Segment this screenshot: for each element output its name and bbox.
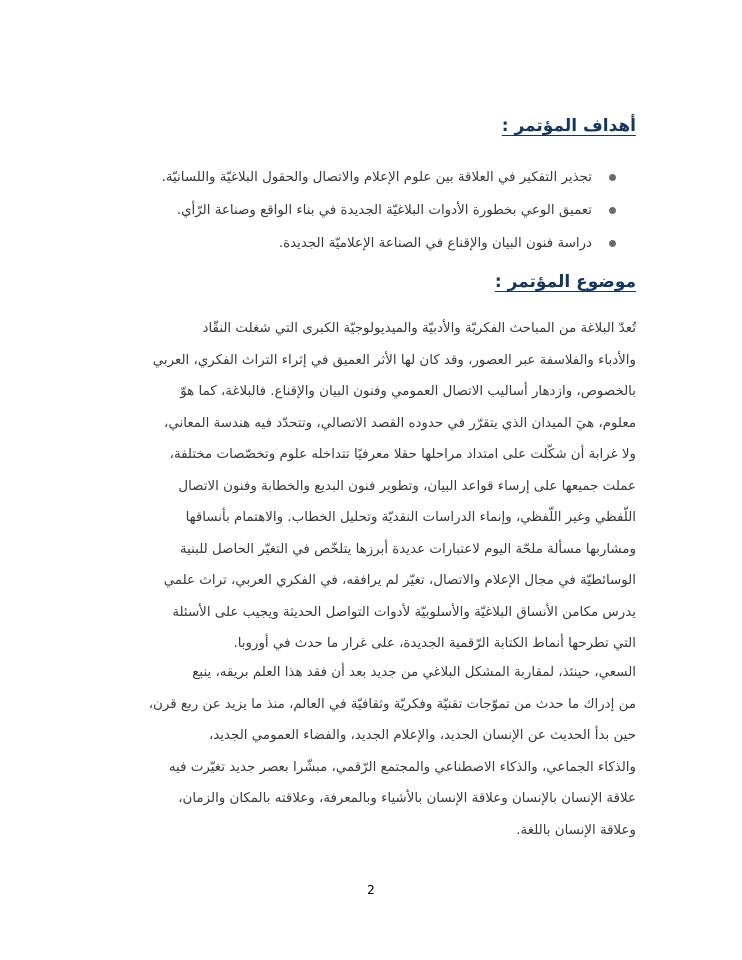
goals-list: [110, 161, 620, 260]
bullet-icon: [609, 240, 616, 247]
goals-heading: أهداف المؤتمر :: [501, 116, 636, 136]
list-item: [110, 161, 620, 194]
page-number: 2: [367, 883, 375, 897]
goal-text: تجذير التفكير في العلاقة بين علوم الإعلام والاتصال والحقول البلاغيّة واللسانيّة.: [161, 170, 592, 185]
text-line: حين بدأ الحديث عن الإنسان الجديد، والإعلام الجديد، والفضاء العمومي الجديد،: [208, 728, 636, 743]
text-line: والذكاء الجماعي، والذكاء الاصطناعي والمجتمع الرّقمي، مبشّرا بعصر جديد تغيّرت فيه: [168, 759, 636, 775]
bullet-icon: [609, 207, 616, 214]
text-line: ومشاربها مسألة ملحّة اليوم لاعتبارات عديدة أبرزها يتلخّص في التغيّر الحاصل للبنية: [179, 541, 636, 557]
goal-text: تعميق الوعي بخطورة الأدوات البلاغيّة الجديدة في بناء الواقع وصناعة الرّأي.: [176, 203, 592, 218]
text-line: يدرس مكامن الأنساق البلاغيّة والأسلوبيّة لأدوات التواصل الحديثة ويجيب على الأسئلة: [172, 604, 636, 620]
bullet-icon: [609, 174, 616, 181]
text-line: ولا غرابة أن شكّلت على امتداد مراحلها حقلا معرفيًا تتداخله علوم وتخصّصات مختلفة،: [169, 447, 636, 462]
topic-heading: موضوع المؤتمر :: [494, 272, 636, 292]
text-line: التي تطرحها أنماط الكتابة الرّقمية الجديدة، على غرار ما حدث في أوروبا.: [233, 636, 636, 651]
text-line: السعي، حينئذ، لمقاربة المشكل البلاغي من جديد بعد أن فقد هذا العلم بريقه، ينبع: [192, 665, 636, 680]
text-line: بالخصوص، وازدهار أساليب الاتصال العمومي وفنون البيان والإقناع. فالبلاغة، كما هوّ: [180, 384, 636, 399]
list-item: [110, 194, 620, 227]
text-line: اللّفظي وغير اللّفظي، وإنماء الدراسات النقديّة وتحليل الخطاب. والاهتمام بأنساقها: [185, 510, 636, 525]
topic-paragraph-1: [105, 313, 636, 660]
goal-text: دراسة فنون البيان والإقناع في الصناعة الإعلاميّة الجديدة.: [278, 236, 592, 251]
text-line: من إدراك ما حدث من تموّجات تقنيّة وفكريّة وثقافيّة في العالم، منذ ما يزيد عن ربع قرن،: [148, 696, 636, 712]
text-line: الوسائطيّة في مجال الإعلام والاتصال، تغيّر لم يرافقه، في الفكري العربي، تراث علمي: [163, 573, 636, 588]
text-line: تُعدّ البلاغة من المباحث الفكريّة والأدبيّة والميديولوجيّة الكبرى التي شغلت النقّاد: [202, 321, 636, 336]
text-line: عملت جميعها على إرساء قواعد البيان، وتطوير فنون البديع والخطابة وفنون الاتصال: [178, 478, 636, 494]
text-line: معلوم، هيَ الميدان الذي يتقرّر في حدوده القصد الاتصالي، وتتحدّد فيه هندسة المعاني،: [164, 415, 636, 431]
topic-paragraph-2: [105, 657, 636, 846]
list-item: [110, 227, 620, 260]
text-line: علاقة الإنسان بالإنسان وعلاقة الإنسان بالأشياء وبالمعرفة، وعلاقته بالمكان والزمان،: [178, 791, 636, 806]
text-line: والأدباء والفلاسفة عبر العصور، وقد كان لها الأثر العميق في إثراء التراث الفكري، العربي: [152, 352, 636, 368]
text-line: وعلاقة الإنسان باللغة.: [516, 822, 636, 838]
